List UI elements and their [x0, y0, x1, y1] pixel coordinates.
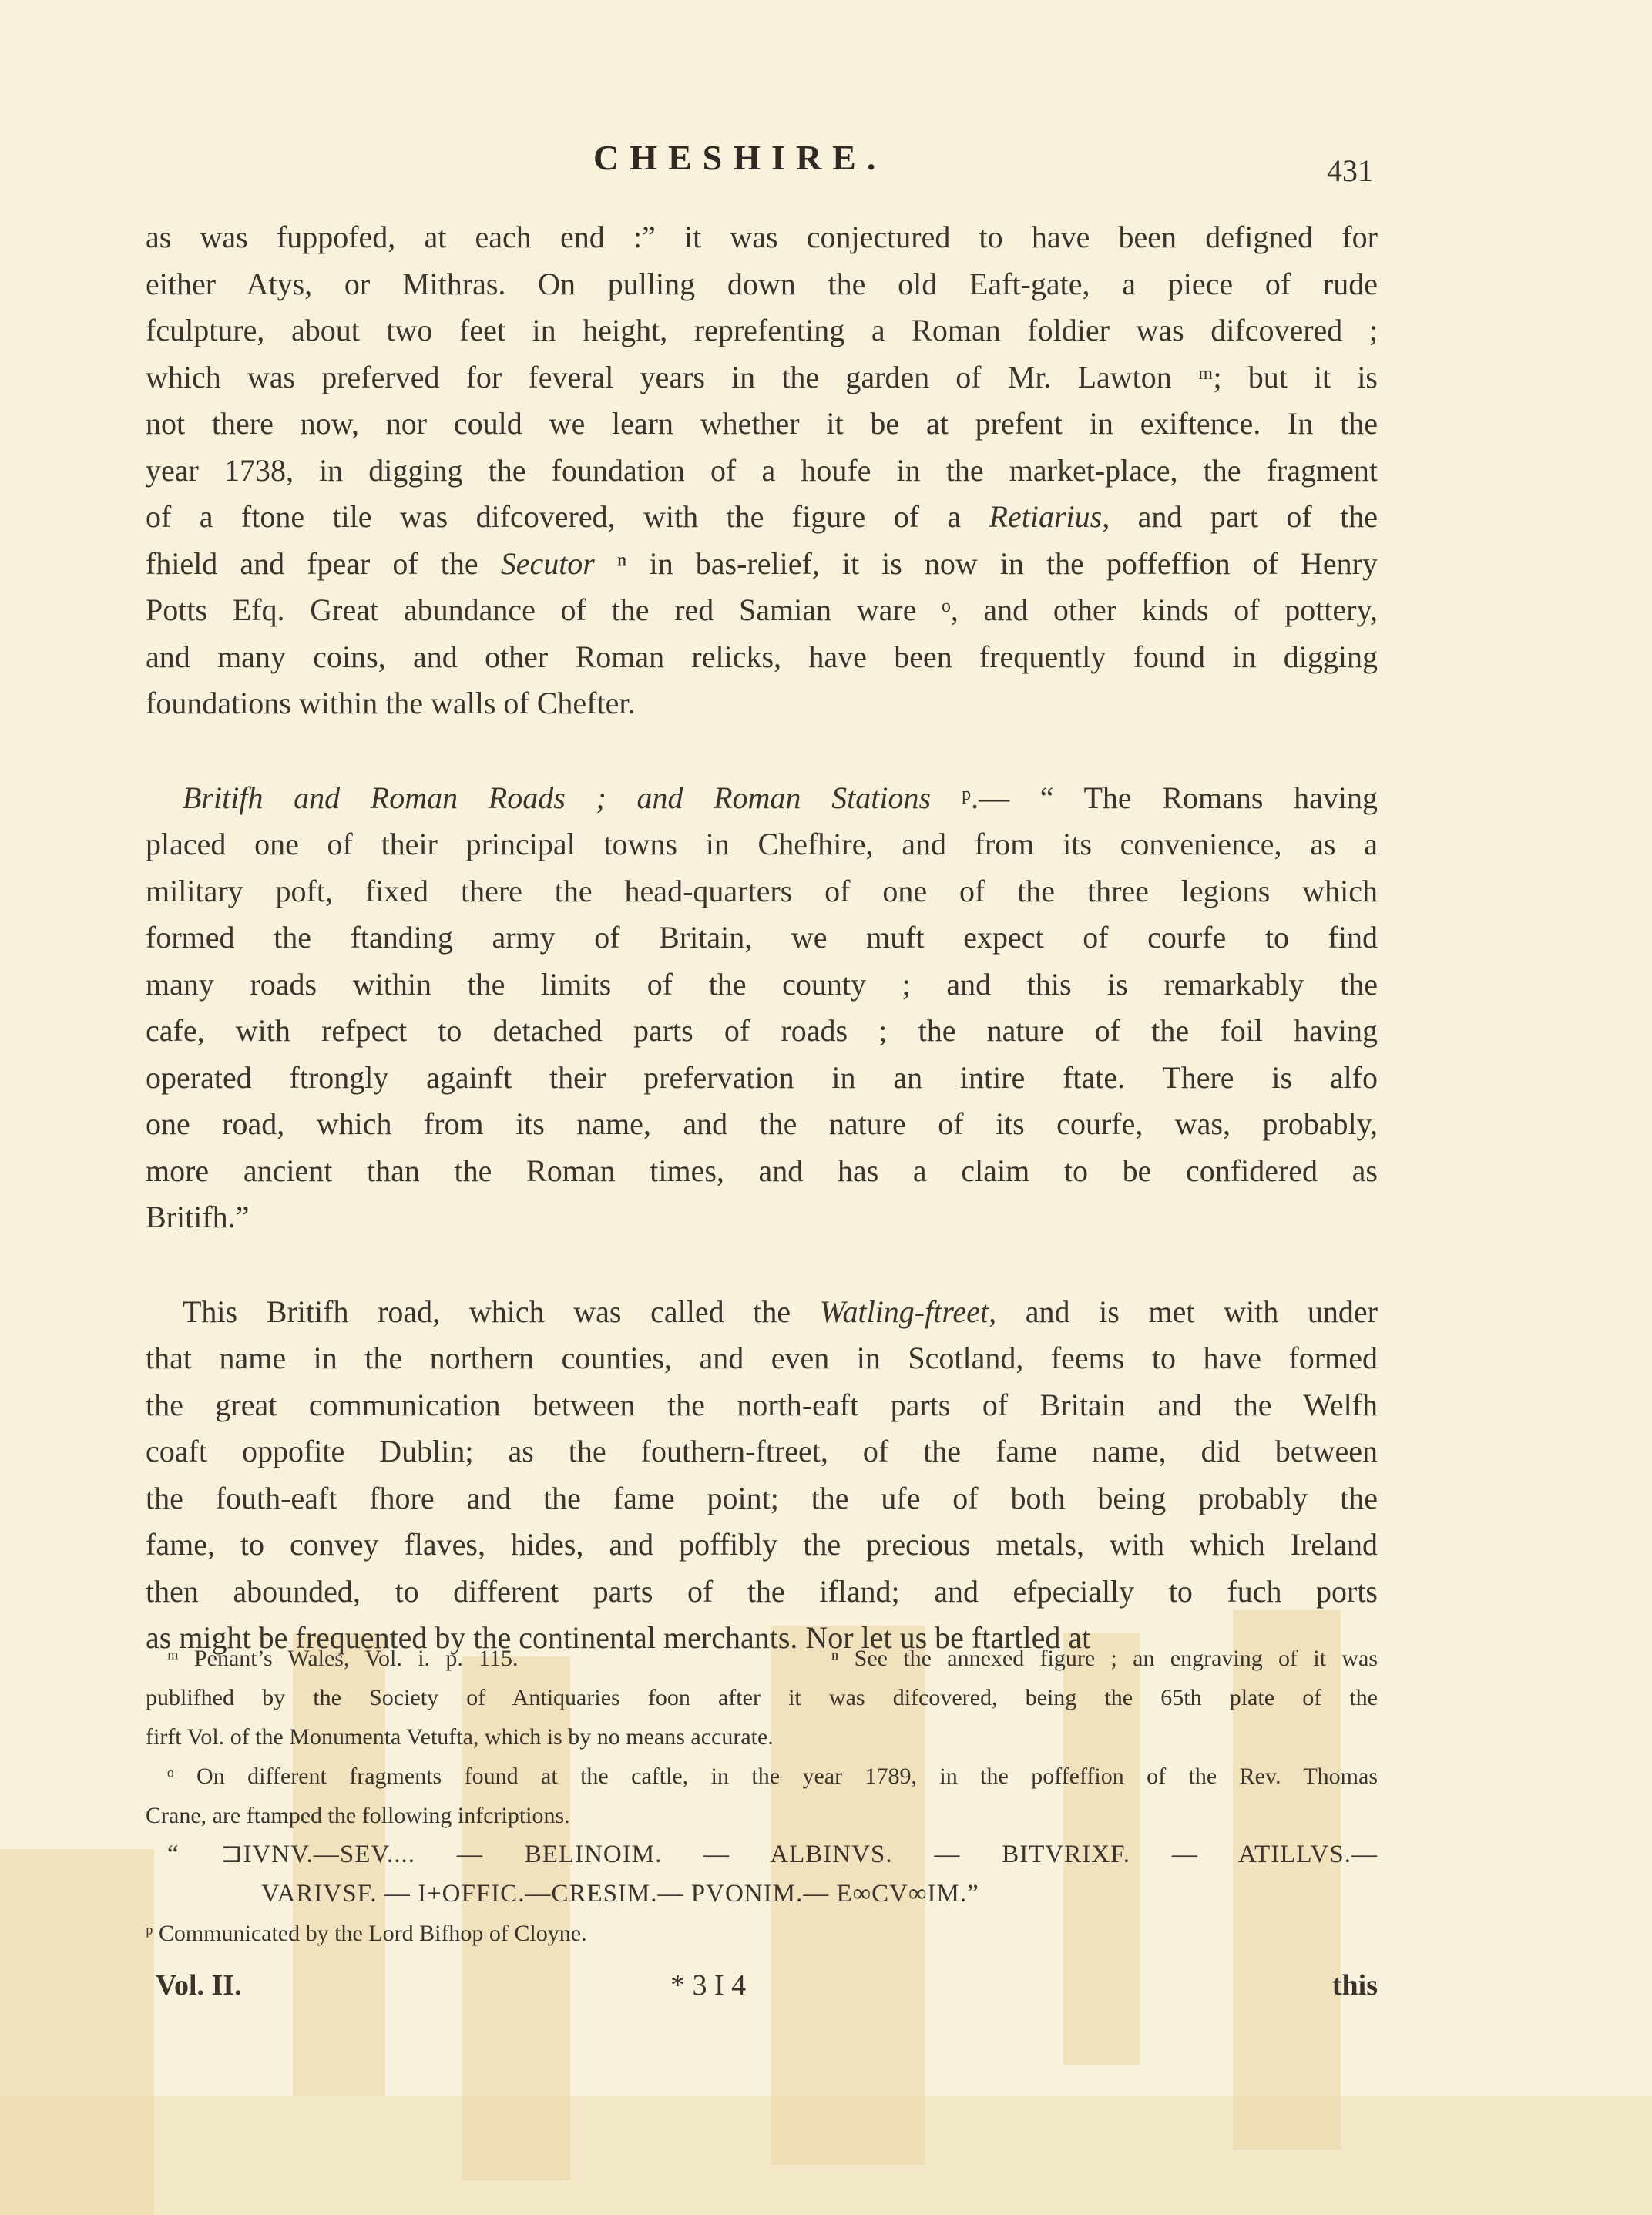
text-segment: , and is met with under	[989, 1294, 1378, 1329]
text-segment: the fouth-eaft fhore and the fame point; the ufe of both being probably the	[146, 1480, 1378, 1515]
text-segment: formed the ftanding army of Britain, we muft expect of courfe to find	[146, 920, 1378, 955]
text-segment: Britifh.”	[146, 1200, 250, 1234]
text-segment: Potts Efq. Great abundance of the red Samian ware ᵒ, and other kinds of pottery,	[146, 592, 1378, 627]
text-segment: coaft oppofite Dublin; as the fouthern-ftreet, of the fame name, did between	[146, 1434, 1378, 1468]
text-line	[146, 1522, 1378, 1569]
text-segment: cafe, with refpect to detached parts of roads ; the nature of the foil having	[146, 1013, 1378, 1048]
text-segment: of a ftone tile was difcovered, with the figure of a	[146, 499, 989, 534]
text-line	[146, 680, 1378, 727]
text-line	[146, 354, 1378, 401]
text-line	[146, 915, 1378, 962]
text-segment: as might be frequented by the continental merchants. Nor let us be ftartled at	[146, 1620, 1091, 1655]
text-segment: , and part of the	[1102, 499, 1378, 534]
text-line	[146, 1055, 1378, 1102]
text-segment: many roads within the limits of the county ; and this is remarkably the	[146, 966, 1378, 1002]
text-line	[146, 401, 1378, 448]
text-line	[146, 214, 1378, 261]
running-head: CHESHIRE.	[593, 138, 887, 177]
paragraph	[146, 775, 1378, 1241]
text-segment: foundations within the walls of Chefter.	[146, 686, 636, 720]
text-line	[146, 634, 1378, 681]
italic-text: Britifh and Roman Roads ; and Roman Stations	[183, 780, 932, 815]
page-number: 431	[1327, 153, 1373, 188]
footnote-line: firft Vol. of the Monumenta Vetufta, which is by no means accurate.	[146, 1724, 774, 1750]
text-line	[146, 494, 1378, 541]
text-line	[146, 1148, 1378, 1195]
text-line	[146, 261, 1378, 308]
paper-stain	[0, 2096, 1652, 2215]
text-line	[146, 1428, 1378, 1475]
text-segment: fame, to convey flaves, hides, and poffibly the precious metals, with which Ireland	[146, 1527, 1378, 1562]
text-line	[146, 448, 1378, 495]
text-segment: one road, which from its name, and the nature of its courfe, was, probably,	[146, 1106, 1378, 1141]
paragraph	[146, 1289, 1378, 1662]
text-segment: that name in the northern counties, and even in Scotland, feems to have formed	[146, 1341, 1378, 1375]
text-line	[146, 1194, 1378, 1241]
footnotes	[146, 1639, 1378, 1953]
text-line	[146, 1289, 1378, 1336]
text-segment: year 1738, in digging the foundation of a houfe in the market-place, the fragment	[146, 452, 1378, 488]
text-segment: which was preferved for feveral years in the garden of Mr. Lawton ᵐ; but it is	[146, 359, 1378, 394]
text-segment: fculpture, about two feet in height, reprefenting a Roman foldier was difcovered ;	[146, 313, 1378, 347]
text-line	[146, 962, 1378, 1008]
footnote-line: ᵐ Penant’s Wales, Vol. i. p. 115. ⁿ See the annexed figure ; an engraving of it was	[167, 1646, 1378, 1671]
italic-text: Retiarius	[989, 499, 1103, 534]
text-segment: ᵖ.— “ The Romans having	[931, 780, 1378, 815]
text-line	[146, 1475, 1378, 1522]
footnote-line: VARIVSF. — I+OFFIC.—CRESIM.— PVONIM.— E∞CV∞IM.”	[261, 1880, 979, 1908]
text-line	[146, 868, 1378, 915]
text-segment: operated ftrongly againft their prefervation in an intire ftate. There is alfo	[146, 1059, 1378, 1095]
text-line	[146, 541, 1378, 588]
text-segment: and many coins, and other Roman relicks, have been frequently found in digging	[146, 639, 1378, 674]
text-line	[146, 1569, 1378, 1616]
paragraph-gap	[146, 1241, 1378, 1289]
paragraph	[146, 214, 1378, 727]
footnote-line: publifhed by the Society of Antiquaries foon after it was difcovered, being the 65th plate of the	[146, 1685, 1378, 1710]
text-segment: more ancient than the Roman times, and has a claim to be confidered as	[146, 1153, 1378, 1188]
italic-text: Secutor	[500, 545, 595, 581]
signature-mark: * 3 I 4	[670, 1969, 747, 2002]
text-segment: This Britifh road, which was called the	[183, 1294, 820, 1329]
text-segment: then abounded, to different parts of the ifland; and efpecially to fuch ports	[146, 1573, 1378, 1609]
footnote-line: ᵒ On different fragments found at the caftle, in the year 1789, in the poffeffion of the Rev. Thomas	[167, 1764, 1378, 1789]
text-segment: the great communication between the north-eaft parts of Britain and the Welfh	[146, 1387, 1378, 1422]
text-segment: not there now, nor could we learn whether it be at prefent in exiftence. In the	[146, 406, 1378, 441]
text-segment: military poft, fixed there the head-quarters of one of the three legions which	[146, 873, 1378, 908]
text-segment: either Atys, or Mithras. On pulling down the old Eaft-gate, a piece of rude	[146, 266, 1378, 301]
paragraph-gap	[146, 727, 1378, 775]
italic-text: Watling-ftreet	[819, 1294, 989, 1329]
footnote-line: Crane, are ftamped the following infcriptions.	[146, 1803, 570, 1828]
catchword: this	[1331, 1969, 1378, 2002]
text-segment: ⁿ in bas-relief, it is now in the poffeffion of Henry	[594, 545, 1378, 581]
text-segment: as was fuppofed, at each end :” it was conjectured to have been defigned for	[146, 220, 1378, 254]
text-segment: placed one of their principal towns in Chefhire, and from its convenience, as a	[146, 827, 1378, 861]
text-line	[146, 1382, 1378, 1429]
text-line	[146, 1101, 1378, 1148]
text-segment: fhield and fpear of the	[146, 545, 501, 581]
footnote-line: ᵖ Communicated by the Lord Bifhop of Cloyne.	[146, 1921, 587, 1946]
body-text	[146, 214, 1378, 1662]
text-line	[146, 821, 1378, 868]
text-line	[146, 307, 1378, 354]
volume-label: Vol. II.	[156, 1969, 242, 2002]
footnote-line: “ ⊐IVNV.—SEV.... — BELINOIM. — ALBINVS. — BITVRIXF. — ATILLVS.—	[167, 1841, 1378, 1868]
text-line	[146, 775, 1378, 822]
text-line	[146, 587, 1378, 634]
text-line	[146, 1008, 1378, 1055]
text-line	[146, 1335, 1378, 1382]
